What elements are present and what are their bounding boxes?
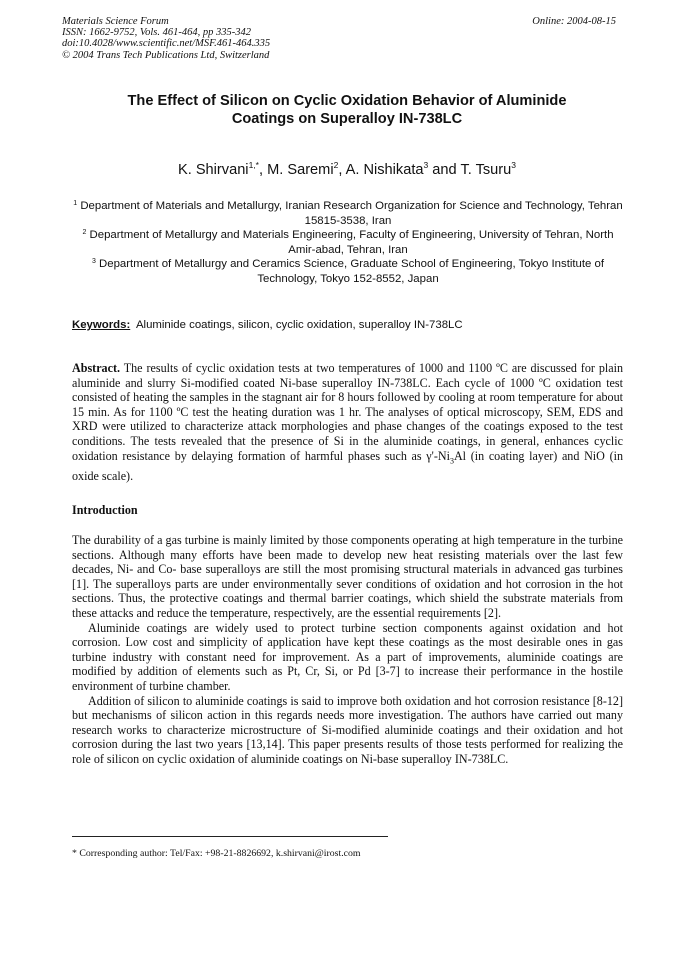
author-affil-mark: 1,* [248,160,259,170]
affiliation-number: 2 [82,229,87,236]
abstract-subscript: 3 [449,455,454,465]
affiliation-text: Department of Materials and Metallurgy, Iranian Research Organization for Science and Technology, Tehran 15815-3538, Iran [80,200,623,227]
abstract-text-end: Al (in coating layer) and NiO (in oxide scale). [72,448,623,483]
abstract-label: Abstract. [72,361,121,375]
affiliation-text: Department of Metallurgy and Ceramics Science, Graduate School of Engineering, Tokyo Institute of Technology, Tokyo 152-8552, Japan [99,258,605,285]
online-date: Online: 2004-08-15 [532,16,616,27]
introduction-body [72,533,623,767]
author-affil-mark: 3 [423,160,429,170]
paragraph: Aluminide coatings are widely used to protect turbine section components against oxidation and hot corrosion. Low cost and simplicity of application have kept these coatings as the most desirable ones in gas turbine industry with constant need for improvement. As a part of improvements, aluminide coatings are modified by addition of elements such as Pt, Cr, Si, or Pd [3-7] to increase their performance in the hostile environment of turbine chamber. [72,620,623,693]
title-line-2: Coatings on Superalloy IN-738LC [231,111,463,127]
author-name: T. Tsuru [460,162,512,178]
title-line-1: The Effect of Silicon on Cyclic Oxidation Behavior of Aluminide [127,93,567,109]
author-name: A. Nishikata [345,162,424,178]
author-separator: , [338,162,346,178]
footnote: * Corresponding author: Tel/Fax: +98-21-8826692, k.shirvani@irost.com [72,848,361,859]
introduction-heading: Introduction [72,503,138,517]
affiliation [70,257,626,286]
affiliation [70,199,626,228]
journal-name: Materials Science Forum [62,16,169,27]
author-list [72,161,622,179]
keywords-label: Keywords: [72,319,131,331]
author-separator: , [258,162,268,178]
author-affil-mark: 3 [511,160,516,170]
paragraph: Addition of silicon to aluminide coatings is said to improve both oxidation and hot corrosion resistance [8-12] but mechanisms of silicon action in this regards needs more investigation. The authors have carried out many research works to characterize microstructure of Si-modified aluminide coatings and their oxidation and hot corrosion during the last two years [13,14]. This paper presents results of those tests performed for realizing the role of silicon on cyclic oxidation of aluminide coatings on Ni-base superalloy IN-738LC. [72,693,623,766]
abstract [72,361,623,483]
affiliation-list [70,199,626,286]
keywords-line [72,318,624,332]
journal-info [62,16,622,61]
author-name: K. Shirvani [177,162,249,178]
journal-copyright: © 2004 Trans Tech Publications Ltd, Switzerland [62,49,270,61]
paper-title [72,92,622,128]
author-separator: and [428,162,461,178]
keywords-text: Aluminide coatings, silicon, cyclic oxidation, superalloy IN-738LC [135,319,463,331]
affiliation-text: Department of Metallurgy and Materials Engineering, Faculty of Engineering, University of Tehran, North Amir-abad, Tehran, Iran [89,229,614,256]
journal-issn: ISSN: 1662-9752, Vols. 461-464, pp 335-342 [62,27,251,39]
footnote-divider [72,836,388,837]
affiliation [70,228,626,257]
affiliation-number: 1 [73,200,78,207]
affiliation-number: 3 [91,258,96,265]
journal-doi: doi:10.4028/www.scientific.net/MSF.461-464.335 [62,38,271,50]
author-name: M. Saremi [267,162,334,178]
abstract-text: The results of cyclic oxidation tests at two temperatures of 1000 and 1100 ºC are discussed for plain aluminide and slurry Si-modified coated Ni-base superalloy IN-738LC. Each cycle of 1000 ºC oxidation test consisted of heating the samples in the stagnant air for 8 hours followed by cooling at room temperature for about 15 min. As for 1100 ºC test the heating duration was 1 hr. The analyses of optical microscopy, SEM, EDS and XRD were utilized to characterize attack morphologies and phase changes of the coatings exposed to the test conditions. The tests revealed that the presence of Si in the aluminide coatings, in general, enhances cyclic oxidation resistance by delaying formation of harmful phases such as γ'-Ni [72,361,624,463]
author-affil-mark: 2 [333,160,339,170]
paragraph: The durability of a gas turbine is mainly limited by those components operating at high temperature in the turbine sections. Although many efforts have been made to develop new heat resisting materials over the last few decades, Ni- and Co- base superalloys are still the most promising structural materials in advanced gas turbines [1]. The superalloys parts are under environmentally sever conditions of oxidation and hot corrosion in the hot sections. Thus, the protective coatings and thermal barrier coatings, which shield the substrate materials from these attacks and reduce the temperature, respectively, are the essential requirements [2]. [72,533,623,620]
